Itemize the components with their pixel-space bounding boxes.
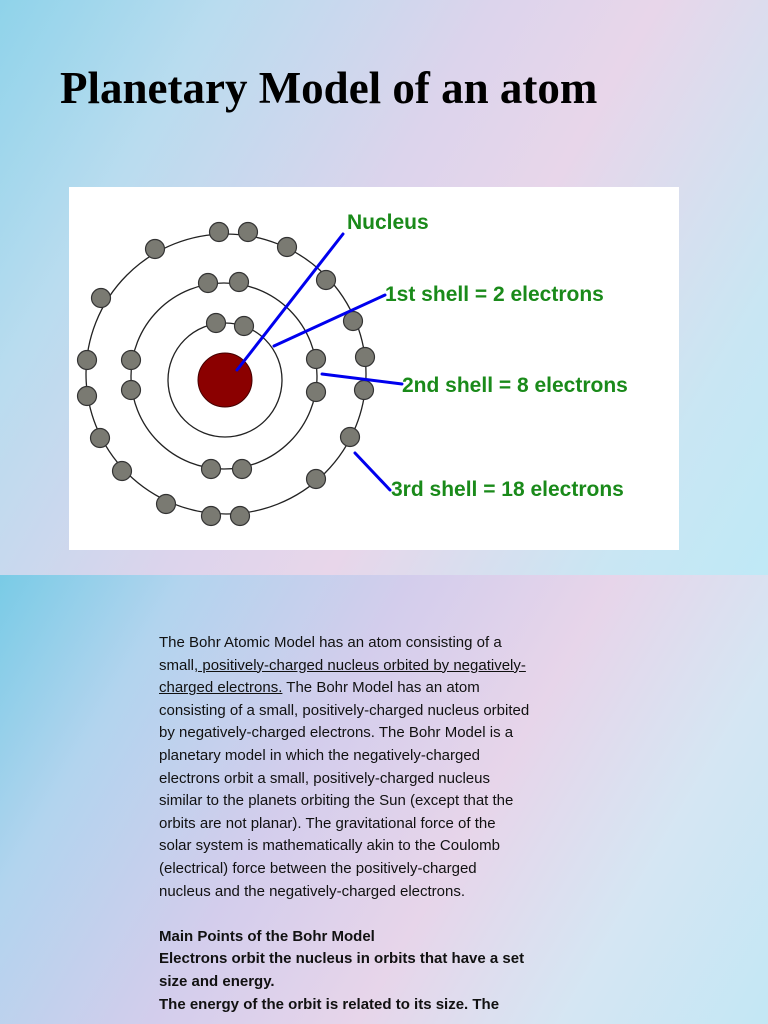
electron [207,314,226,333]
paragraph-line: planetary model in which the negatively-charged [159,746,481,764]
paragraph-line: electrons orbit a small, positively-charged nucleus [159,769,490,787]
electron [278,238,297,257]
atom-diagram [69,187,679,550]
paragraph-line: nucleus and the negatively-charged electrons. [159,882,466,900]
electron [231,507,250,526]
electron [230,273,249,292]
shell-1-label: 1st shell = 2 electrons [385,283,604,306]
paragraph-line: The Bohr Atomic Model has an atom consisting of a [159,634,502,651]
electron [78,387,97,406]
electron [233,460,252,479]
paragraph-line: (electrical) force between the positively-charged [159,859,477,877]
paragraph-line: solar system is mathematically akin to the Coulomb [159,837,500,855]
nucleus-label: Nucleus [347,211,429,234]
text-span: small [159,656,195,674]
underlined-text: charged electrons. [159,679,283,697]
electron [317,271,336,290]
paragraph-line [159,677,599,700]
electron [122,381,141,400]
shell-3-label: 3rd shell = 18 electrons [391,478,624,501]
paragraph-line: similar to the planets orbiting the Sun (except that the [159,792,514,810]
electron [199,274,218,293]
paragraph-line: consisting of a small, positively-charged nucleus orbited [159,701,530,719]
bohr-model-text [159,632,599,1016]
electron [113,462,132,481]
electron [356,348,375,367]
main-point-line: Electrons orbit the nucleus in orbits that have a set [159,950,525,968]
electron [307,470,326,489]
main-points-heading: Main Points of the Bohr Model [159,927,375,945]
text-span: The Bohr Model has an atom [282,679,480,697]
shell-3-pointer [355,453,390,490]
electron [307,350,326,369]
electron [202,460,221,479]
main-point-line: size and energy. [159,972,275,990]
electron [307,383,326,402]
paragraph-line: orbits are not planar). The gravitational force of the [159,814,496,832]
electron [91,429,110,448]
slide-title: Planetary Model of an atom [60,63,598,113]
electron [202,507,221,526]
electron [239,223,258,242]
paragraph-line: by negatively-charged electrons. The Bohr Model is a [159,724,514,742]
paragraph-line [159,655,599,678]
electron [122,351,141,370]
electron [355,381,374,400]
electron [78,351,97,370]
electron [341,428,360,447]
electron [157,495,176,514]
electron [235,317,254,336]
shell-2-label: 2nd shell = 8 electrons [402,374,628,397]
electron [92,289,111,308]
electron [210,223,229,242]
main-point-line: The energy of the orbit is related to its size. The [159,995,500,1013]
underlined-text: , positively-charged nucleus orbited by negatively- [194,656,526,674]
electron [146,240,165,259]
